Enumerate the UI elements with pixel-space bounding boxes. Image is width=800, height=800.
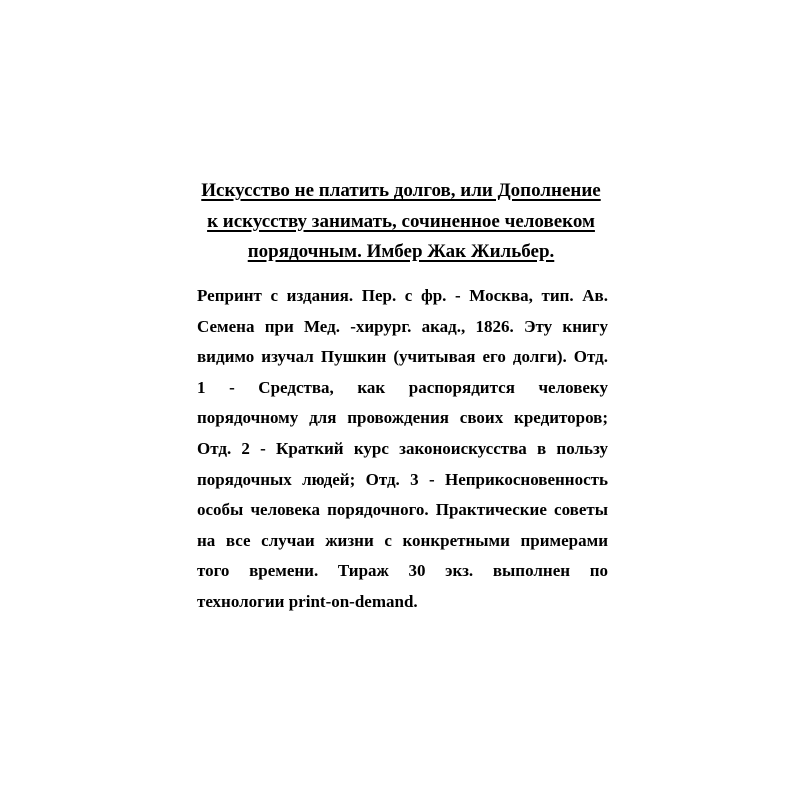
description-line: видимо изучал Пушкин (учитывая его долги). Отд. <box>197 347 608 367</box>
book-title-line: к искусству занимать, сочиненное человеком <box>207 210 595 232</box>
description-line: на все случаи жизни с конкретными примерами <box>197 530 608 550</box>
description-line: Репринт с издания. Пер. с фр. - Москва, тип. Ав. <box>197 286 608 305</box>
description-line: порядочных людей; Отд. 3 - Неприкосновенность <box>197 469 608 489</box>
book-title-line: порядочным. Имбер Жак Жильбер. <box>247 241 555 262</box>
description-line: особы человека порядочного. Практические советы <box>197 500 608 520</box>
book-title <box>192 176 610 268</box>
book-title-line: Искусство не платить долгов, или Дополнение <box>201 180 601 201</box>
description-line: технологии print-on-demand. <box>197 591 418 611</box>
description-line: Семена при Мед. -хирург. акад., 1826. Эту книгу <box>197 316 608 336</box>
description-line: 1 - Средства, как распорядится человеку <box>197 377 608 397</box>
description-line: порядочному для провождения своих кредиторов; <box>197 408 608 428</box>
description-line: того времени. Тираж 30 экз. выполнен по <box>197 561 608 581</box>
description-line: Отд. 2 - Краткий курс законоискусства в пользу <box>197 438 608 458</box>
book-description <box>197 281 608 618</box>
